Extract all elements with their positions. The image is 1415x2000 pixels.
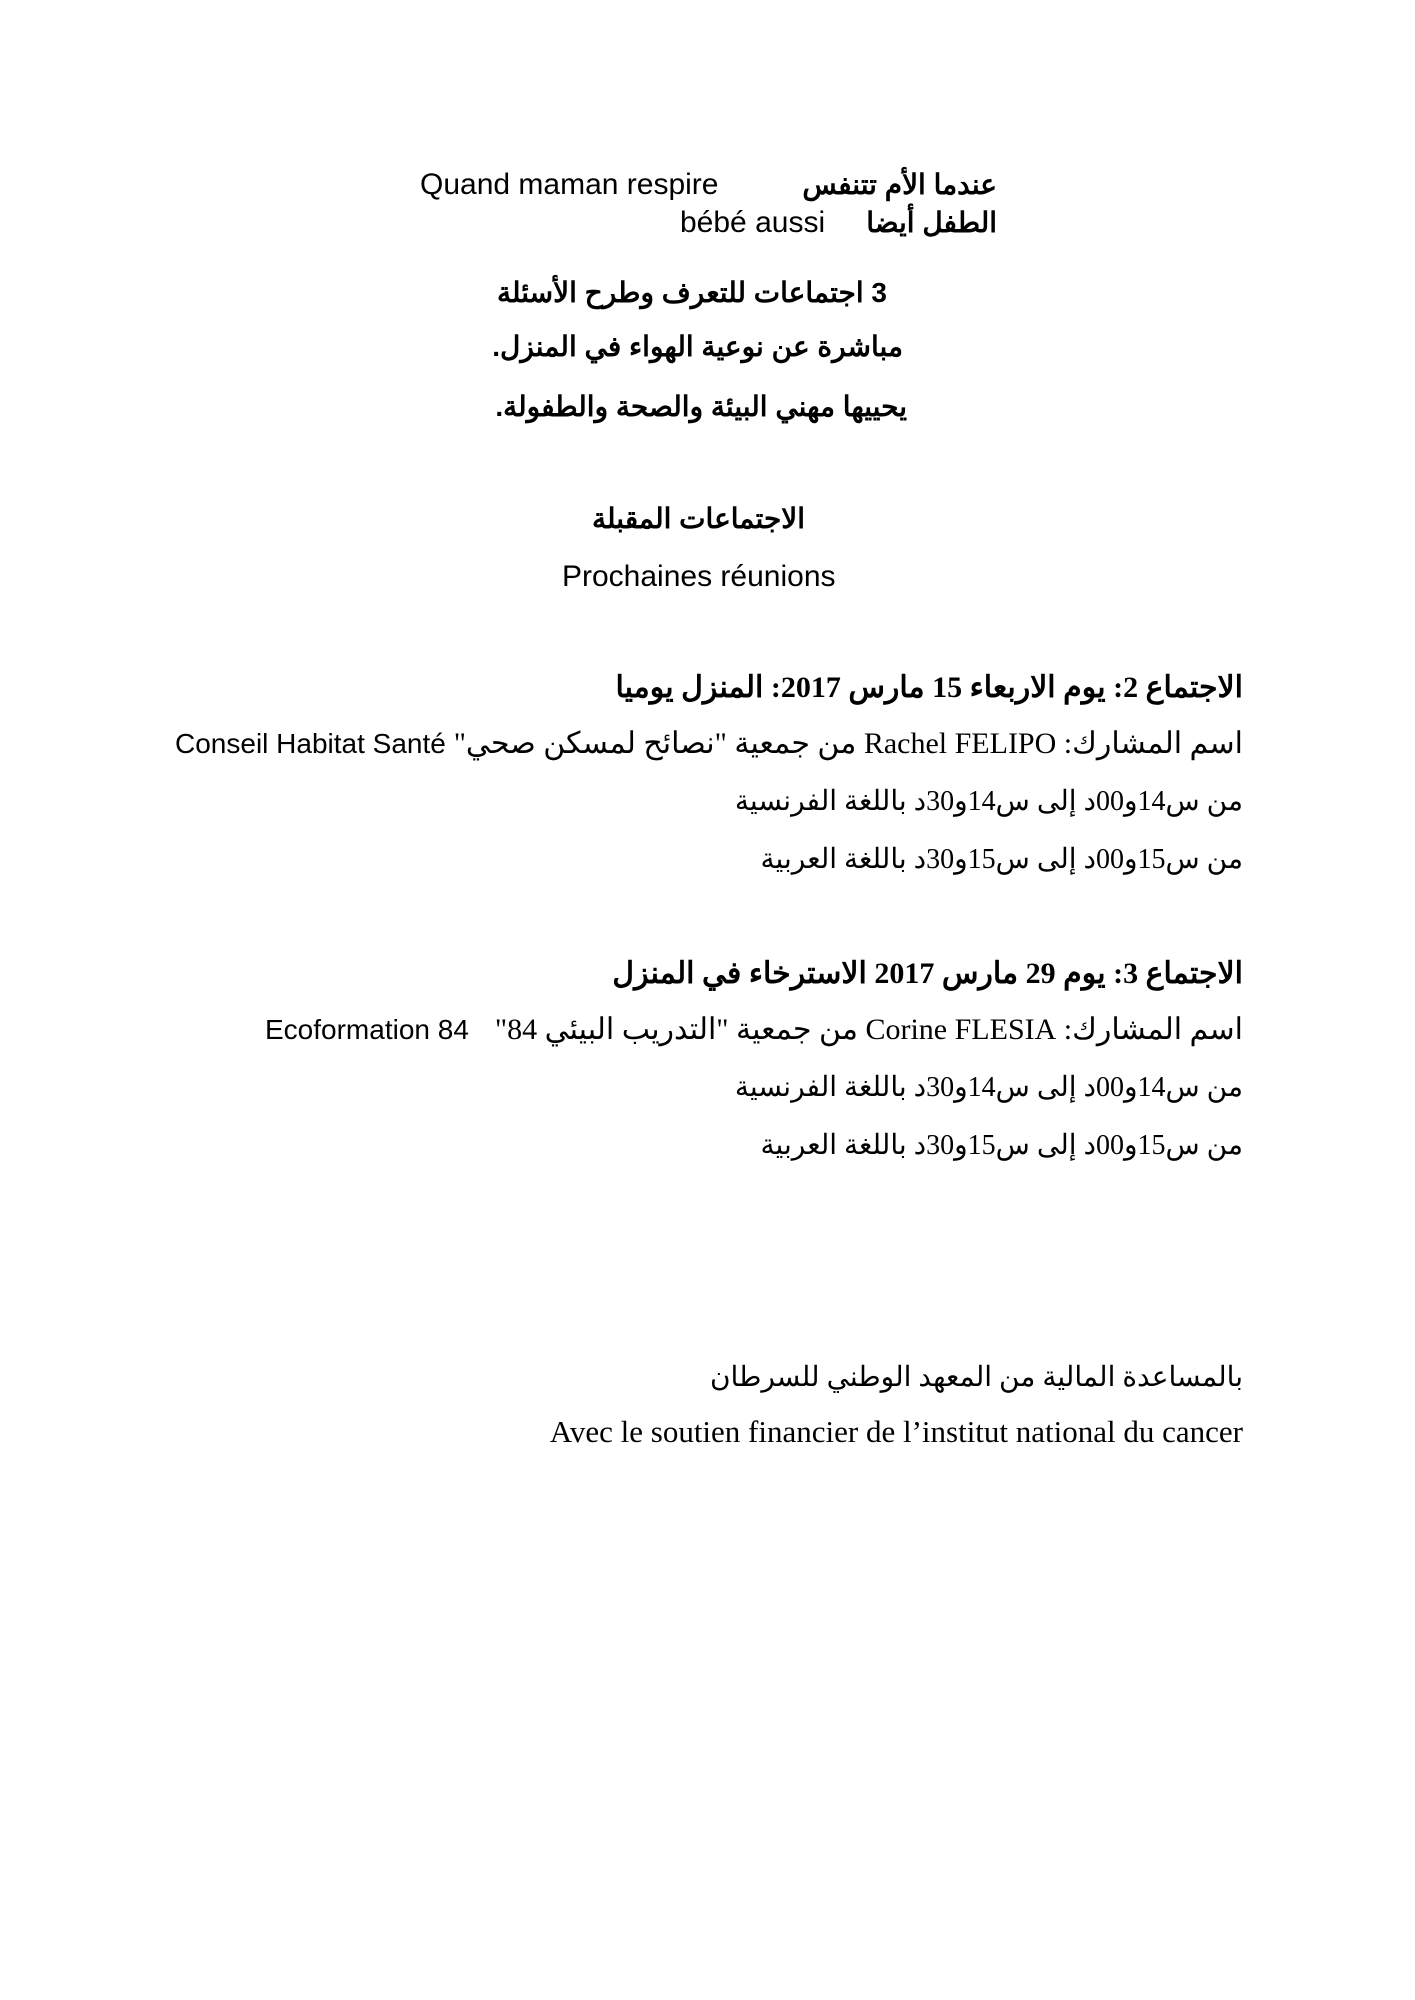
support-fr: Avec le soutien financier de l’institut national du cancer (549, 1414, 1243, 1449)
upcoming-heading-fr: Prochaines réunions (562, 560, 836, 593)
meeting-2-participant: اسم المشارك: Rachel FELIPO من جمعية "نصائح لمسكن صحي" (453, 727, 1243, 760)
upcoming-heading-ar: الاجتماعات المقبلة (592, 503, 805, 534)
meeting-3-participant: اسم المشارك: Corine FLESIA من جمعية "التدريب البيئي 84" (494, 1013, 1243, 1046)
meeting-2-organization: Conseil Habitat Santé (175, 728, 446, 759)
meeting-2-session-french: من س14و00د إلى س14و30د باللغة الفرنسية (734, 786, 1243, 817)
meeting-2-session-arabic: من س15و00د إلى س15و30د باللغة العربية (760, 844, 1243, 875)
title-ar: عندما الأم تتنفس (802, 169, 997, 200)
subtitle-fr: bébé aussi (680, 206, 826, 239)
title-fr: Quand maman respire (420, 168, 719, 201)
meeting-3-title: الاجتماع 3: يوم 29 مارس 2017 الاسترخاء في المنزل (612, 957, 1243, 990)
support-ar: بالمساعدة المالية من المعهد الوطني للسرطان (709, 1362, 1243, 1393)
meeting-3-session-arabic: من س15و00د إلى س15و30د باللغة العربية (760, 1130, 1243, 1161)
intro-line-2: مباشرة عن نوعية الهواء في المنزل. (492, 331, 903, 362)
subtitle-ar: الطفل أيضا (866, 207, 997, 238)
meeting-3-session-french: من س14و00د إلى س14و30د باللغة الفرنسية (734, 1072, 1243, 1103)
meeting-2-title: الاجتماع 2: يوم الاربعاء 15 مارس 2017: المنزل يوميا (615, 671, 1243, 704)
intro-line-3: يحييها مهني البيئة والصحة والطفولة. (495, 391, 907, 422)
meeting-3-organization: Ecoformation 84 (265, 1014, 469, 1045)
intro-line-1: 3 اجتماعات للتعرف وطرح الأسئلة (496, 277, 887, 308)
